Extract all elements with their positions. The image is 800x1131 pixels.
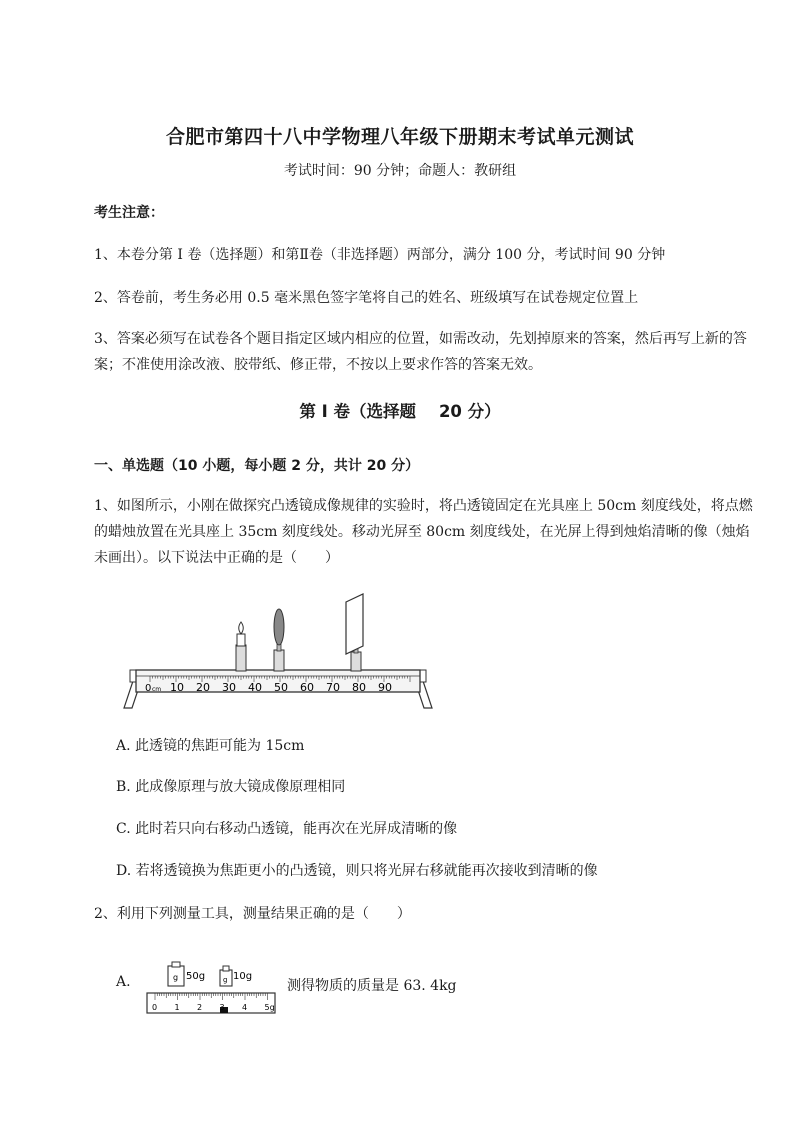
bench-tick-label: 70: [326, 681, 340, 694]
q2-option-a-text: 测得物质的质量是 63. 4kg: [287, 978, 457, 994]
q1-option-c: C. 此时若只向右移动凸透镜，能再次在光屏成清晰的像: [116, 821, 458, 837]
page-title: 合肥市第四十八中学物理八年级下册期末考试单元测试: [165, 126, 634, 148]
notice-item-1: 1、本卷分第 I 卷（选择题）和第Ⅱ卷（非选择题）两部分，满分 100 分，考试时间 90 分钟: [94, 247, 666, 263]
beam-tick-label: 0: [152, 1003, 158, 1012]
bench-tick-label: 40: [248, 681, 262, 694]
bench-tick-label: 60: [300, 681, 314, 694]
scale-zero-label: 0: [145, 683, 152, 694]
notice-heading: 考生注意：: [94, 205, 164, 221]
bench-tick-label: 10: [170, 681, 184, 694]
weight-50g-icon: [168, 962, 184, 986]
optical-bench-figure: [120, 590, 440, 715]
q1-option-a: A. 此透镜的焦距可能为 15cm: [116, 738, 305, 754]
notice-item-3: 3、答案必须写在试卷各个题目指定区域内相应的位置，如需改动，先划掉原来的答案，然后再写上新的答案；不准使用涂改液、胶带纸、修正带，不按以上要求作答的答案无效。: [94, 331, 747, 373]
light-screen: [346, 594, 363, 671]
notice-item-2: 2、答卷前，考生务必用 0.5 毫米黑色签字笔将自己的姓名、班级填写在试卷规定位置上: [94, 290, 639, 306]
beam-tick-label: 2: [197, 1003, 203, 1012]
bench-tick-label: 50: [274, 681, 288, 694]
bench-tick-label: 80: [352, 681, 366, 694]
bench-scale-labels: [170, 681, 392, 694]
svg-text:g: g: [173, 973, 179, 982]
question-1-stem: 1、如图所示，小刚在做探究凸透镜成像规律的实验时，将凸透镜固定在光具座上 50cm 刻度线处，将点燃的蜡烛放置在光具座上 35cm 刻度线处。移动光屏至 80cm 刻度线处，在光屏上得到烛焰清晰的像（烛焰未画出）。以下说法中正确的是（ ）: [94, 498, 753, 566]
svg-text:g: g: [223, 976, 228, 984]
weight-10g-label: 10g: [233, 971, 253, 982]
part-heading: 一、单选题（10 小题，每小题 2 分，共计 20 分）: [94, 458, 420, 474]
bench-tick-label: 30: [222, 681, 236, 694]
weight-10g-icon: [220, 966, 232, 986]
convex-lens: [274, 609, 284, 671]
q1-option-b: B. 此成像原理与放大镜成像原理相同: [116, 779, 346, 795]
beam-tick-label: 1: [174, 1003, 180, 1012]
q2-option-a-letter: A.: [116, 974, 131, 990]
beam-tick-label: 4: [242, 1003, 248, 1012]
q1-option-d: D. 若将透镜换为焦距更小的凸透镜，则只将光屏右移就能再次接收到清晰的像: [116, 863, 598, 879]
scale-unit-label: cm: [152, 686, 162, 693]
question-2-stem: 2、利用下列测量工具，测量结果正确的是（ ）: [94, 906, 411, 922]
beam-tick-label: 5g: [264, 1003, 275, 1012]
balance-weights-figure: [145, 958, 280, 1018]
weight-50g-label: 50g: [186, 971, 206, 982]
exam-info: 考试时间：90 分钟；命题人：教研组: [283, 163, 517, 179]
bench-tick-label: 20: [196, 681, 210, 694]
candle: [236, 622, 246, 671]
section-title: 第 I 卷（选择题 20 分）: [299, 402, 501, 421]
bench-tick-label: 90: [378, 681, 392, 694]
beam-tick-label: 3: [219, 1003, 225, 1012]
flame-icon: [239, 622, 244, 634]
